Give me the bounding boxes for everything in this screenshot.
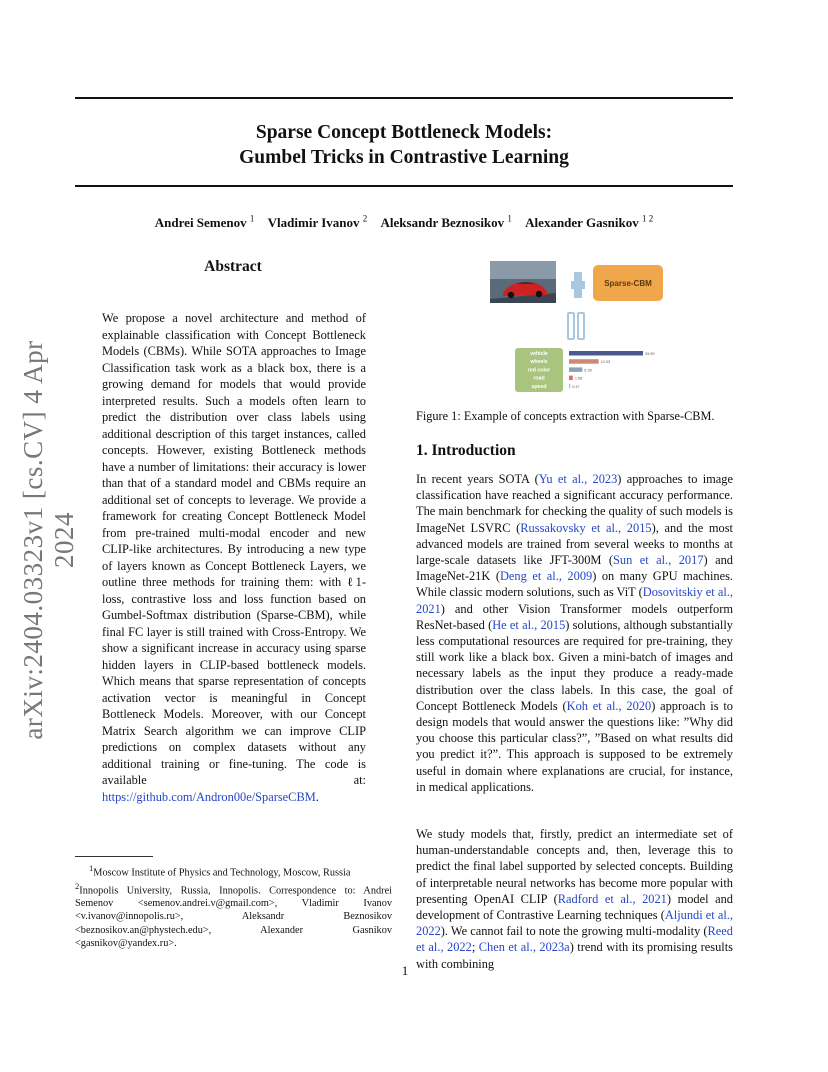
code-link[interactable]: https://github.com/Andron00e/SparseCBM <box>102 789 316 804</box>
abstract-body <box>102 310 366 805</box>
figure-caption: Figure 1: Example of concepts extraction with Sparse-CBM. <box>416 409 715 423</box>
author-affiliation: 1 <box>249 214 255 224</box>
abstract-heading: Abstract <box>204 258 262 275</box>
concept-value-label: 5.39 <box>584 368 592 373</box>
paper-title <box>75 120 733 170</box>
paragraph-text: ) and other Vision Transformer models outperform ResNet-based ( <box>416 601 733 632</box>
title-line-2: Gumbel Tricks in Contrastive Learning <box>239 147 569 168</box>
footnote-1: $^1$Moscow Institute of Physics and Technology, Moscow, Russia <box>89 863 351 879</box>
page-number: 1 <box>401 963 409 978</box>
arxiv-side-label: arXiv:2404.03323v1 [cs.CV] 4 Apr 2024 <box>18 340 79 740</box>
paragraph-text: We study models that, firstly, predict an intermediate set of human-understandable concepts and, then, leverage this to predict the final label supported by selected concepts. Building of interpretable neural networks has become more popular with presenting OpenAI CLIP ( <box>416 827 733 906</box>
concept-bar <box>569 367 582 372</box>
citation-link[interactable]: Sun et al., 2017 <box>613 553 704 568</box>
citation-link[interactable]: Deng et al., 2009 <box>499 569 593 584</box>
concept-value-label: 0.47 <box>572 384 580 389</box>
concept-bar <box>569 376 573 381</box>
concept-value-label: 1.56 <box>574 376 583 381</box>
citation-link[interactable]: Koh et al., 2020 <box>566 698 652 713</box>
author-affiliation: 1 <box>507 214 512 224</box>
citation-link[interactable]: Reed et al., 2022 <box>416 924 733 955</box>
title-line-1: Sparse Concept Bottleneck Models: <box>255 122 553 143</box>
concept-label: red color <box>527 367 551 374</box>
citation-link[interactable]: He et al., 2015 <box>492 617 566 632</box>
author-name: Andrei Semenov <box>154 215 247 231</box>
concept-label: speed <box>531 383 547 390</box>
footnotes <box>75 862 392 950</box>
author-name: Vladimir Ivanov <box>267 215 360 231</box>
equals-icon <box>568 313 584 339</box>
intro-paragraph-1 <box>416 471 733 795</box>
concept-value-label: 12.03 <box>600 360 611 365</box>
citation-link[interactable]: Radford et al., 2021 <box>557 891 667 906</box>
top-rule <box>75 97 733 99</box>
plus-icon <box>571 272 585 298</box>
figure-1-graphic <box>489 255 679 395</box>
footnote-2-text: Innopolis University, Russia, Innopolis. Correspondence to: Andrei Semenov <semenov.andrei.v@gmail.com>, Vladimir Ivanov <v.ivanov@innopolis.ru>, Aleksandr Beznosikov <beznosikov.an@phystech.edu>, Alexander Gasnikov <gasnikov@yandex.ru>. <box>75 885 392 949</box>
footnote-rule <box>75 856 153 857</box>
paragraph-text: ) trend with its promising results with combining <box>416 940 733 971</box>
paragraph-text: ) approach is to design models that would answer the questions like: ”Why did you choose this particular class?”, ”Based on what results did you predict it?”. This approach is supposed to be extremely useful in domain where explanations are crucial, for instance, in medical applications. <box>416 698 733 794</box>
citation-link[interactable]: Aljundi et al., 2022 <box>416 908 733 939</box>
paragraph-text: ; <box>471 940 479 955</box>
footnote-1-text: Moscow Institute of Physics and Technology, Moscow, Russia <box>93 867 351 879</box>
concept-bar <box>569 384 570 389</box>
concept-bar <box>569 351 643 356</box>
author-list <box>75 214 733 231</box>
car-photo-icon <box>490 261 556 303</box>
concept-value-label: 29.99 <box>645 352 655 356</box>
citation-link[interactable]: Russakovsky et al., 2015 <box>520 520 652 535</box>
section-heading: 1. Introduction <box>416 442 516 459</box>
author-name: Aleksandr Beznosikov <box>380 215 505 231</box>
title-bottom-rule <box>75 185 733 187</box>
paragraph-text: ), and the most advanced models are trained from several weeks to months at large-scale datasets like JFT-300M ( <box>416 520 733 568</box>
paragraph-text: ). We cannot fail to note the growing multi-modality ( <box>440 924 708 939</box>
citation-link[interactable]: Chen et al., 2023a <box>478 940 570 955</box>
concept-bar <box>569 359 599 364</box>
concept-label: road <box>533 375 545 382</box>
paragraph-text: ) on many GPU machines. While classic modern solutions, such as ViT ( <box>416 569 733 600</box>
abstract-text: We propose a novel architecture and method of explainable classification with Concept Bottleneck Models (CBMs). While SOTA approaches to Image Classification task work as a black box, there is a growing demand for models that would provide interpreted results. Such a models often learn to predict the distribution over class labels using additional description of this target instances, called concepts. However, existing Bottleneck methods have a number of limitations: their accuracy is lower than that of a standard model and CBMs require an additional set of concepts to leverage. We provide a framework for creating Concept Bottleneck Model from pre-trained multi-modal encoder and new CLIP-like architectures. By introducing a new type of layers known as Concept Bottleneck Layers, we outline three methods for training them: with ℓ1-loss, contrastive loss and loss function based on Gumbel-Softmax distribution (Sparse-CBM), while final FC layer is still trained with Cross-Entropy. We show a significant increase in accuracy using sparse hidden layers in CLIP-based bottleneck models. Which means that sparse representation of concepts activation vector is meaningful in Concept Bottleneck Models. Moreover, with our Concept Matrix Search algorithm we can improve CLIP predictions on complex datasets without any additional training or fine-tuning. The code is available at: <box>102 311 366 787</box>
author <box>155 215 255 230</box>
abstract-end: . <box>315 789 319 804</box>
author-name: Alexander Gasnikov <box>525 215 639 231</box>
author <box>268 215 368 230</box>
paragraph-text: In recent years SOTA ( <box>416 472 539 486</box>
intro-paragraph-2 <box>416 826 733 972</box>
paragraph-text: ) and ImageNet-21K ( <box>416 553 733 584</box>
figure-1 <box>489 255 679 395</box>
author-affiliation: 2 <box>362 214 368 224</box>
citation-link[interactable]: Yu et al., 2023 <box>538 472 618 486</box>
author <box>381 215 512 230</box>
paragraph-text: ) model and development of Contrastive Learning techniques ( <box>416 891 733 923</box>
paragraph-text: ) solutions, although substantially less computational resources are required for pre-training, they still work like a black box. Given a mini-batch of images and necessary labels as the input they produce a ready-made distribution over the class labels. In this case, the goal of Concept Bottleneck Models ( <box>416 617 733 713</box>
concept-label: vehicle <box>530 351 548 357</box>
footnote-2: $^2$Innopolis University, Russia, Innopolis. Correspondence to: Andrei Semenov <semenov.andrei.v@gmail.com>, Vladimir Ivanov <v.ivanov@innopolis.ru>, Aleksandr Beznosikov <beznosikov.an@phystech.edu>, Alexander Gasnikov <gasnikov@yandex.ru>. <box>75 880 392 949</box>
concept-label: wheels <box>530 359 548 366</box>
author-affiliation: 1 2 <box>641 214 654 224</box>
sparse-cbm-label: Sparse-CBM <box>604 279 652 288</box>
citation-link[interactable]: Dosovitskiy et al., 2021 <box>416 585 733 616</box>
author <box>525 215 653 230</box>
paragraph-text: ) approaches to image classification have reached a significant accuracy performance. The main benchmark for checking the quality of such models is ImageNet LSVRC ( <box>416 472 733 535</box>
